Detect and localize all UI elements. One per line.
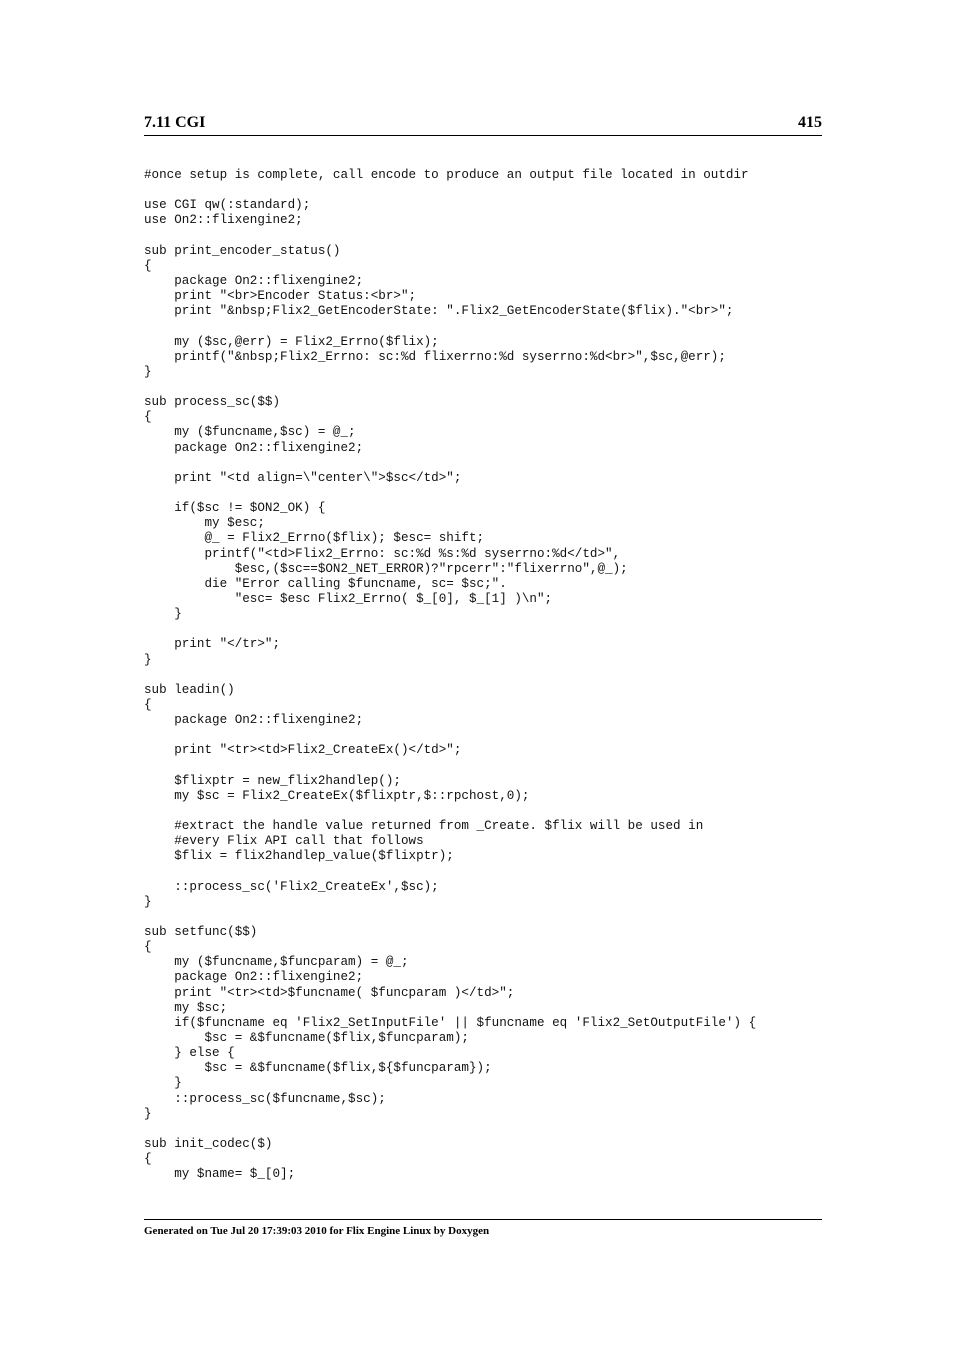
code-line: my $sc; — [144, 1000, 228, 1015]
code-line: print "<td align=\"center\">$sc</td>"; — [144, 470, 462, 485]
code-line — [144, 456, 822, 471]
code-line: package On2::flixengine2; — [144, 713, 364, 728]
code-line: } — [144, 894, 152, 909]
code-line: #every Flix API call that follows — [144, 834, 424, 849]
code-listing — [144, 168, 822, 1182]
code-line: ::process_sc('Flix2_CreateEx',$sc); — [144, 879, 439, 894]
code-line: printf("&nbsp;Flix2_Errno: sc:%d flixerrno:%d syserrno:%d<br>",$sc,@err); — [144, 349, 726, 364]
code-line: my $name= $_[0]; — [144, 1167, 296, 1182]
code-line: my $esc; — [144, 516, 265, 531]
code-line: package On2::flixengine2; — [144, 970, 364, 985]
code-line — [144, 486, 822, 501]
code-line: { — [144, 410, 152, 425]
code-line — [144, 1122, 822, 1137]
code-line — [144, 728, 822, 743]
code-line: sub setfunc($$) — [144, 925, 258, 940]
code-line — [144, 910, 822, 925]
code-line: use CGI qw(:standard); — [144, 198, 311, 213]
code-line: #once setup is complete, call encode to produce an output file located in outdir — [144, 168, 749, 182]
code-line — [144, 668, 822, 683]
code-line — [144, 864, 822, 879]
code-line: $sc = &$funcname($flix,$funcparam); — [144, 1031, 469, 1046]
code-line: #extract the handle value returned from _Create. $flix will be used in — [144, 819, 704, 834]
code-line — [144, 758, 822, 773]
code-line: printf("<td>Flix2_Errno: sc:%d %s:%d syserrno:%d</td>", — [144, 546, 621, 561]
header-divider — [144, 135, 822, 136]
code-line: $flixptr = new_flix2handlep(); — [144, 773, 401, 788]
page-footer: Generated on Tue Jul 20 17:39:03 2010 for Flix Engine Linux by Doxygen — [144, 1225, 490, 1237]
code-line: { — [144, 940, 152, 955]
code-line — [144, 622, 822, 637]
code-line: } — [144, 364, 152, 379]
code-line: } — [144, 1076, 182, 1091]
code-line — [144, 183, 822, 198]
code-line — [144, 229, 822, 244]
page-header — [144, 113, 822, 135]
code-line: print "<tr><td>Flix2_CreateEx()</td>"; — [144, 743, 462, 758]
code-line: sub leadin() — [144, 682, 235, 697]
code-line: @_ = Flix2_Errno($flix); $esc= shift; — [144, 531, 485, 546]
code-line: } — [144, 652, 152, 667]
code-line: print "</tr>"; — [144, 637, 281, 652]
code-line: { — [144, 1152, 152, 1167]
code-line: $flix = flix2handlep_value($flixptr); — [144, 849, 454, 864]
code-line: $sc = &$funcname($flix,${$funcparam}); — [144, 1061, 492, 1076]
code-line: } else { — [144, 1046, 235, 1061]
code-line: sub init_codec($) — [144, 1137, 273, 1151]
code-line: my ($funcname,$sc) = @_; — [144, 425, 356, 440]
code-line: print "<tr><td>$funcname( $funcparam )</td>"; — [144, 985, 515, 1000]
code-line: package On2::flixengine2; — [144, 273, 364, 288]
code-line: $esc,($sc==$ON2_NET_ERROR)?"rpcerr":"flixerrno",@_); — [144, 561, 628, 576]
code-line: sub print_encoder_status() — [144, 243, 341, 258]
code-line: if($sc != $ON2_OK) { — [144, 501, 326, 516]
code-line: print "&nbsp;Flix2_GetEncoderState: ".Flix2_GetEncoderState($flix)."<br>"; — [144, 304, 734, 319]
code-line: my $sc = Flix2_CreateEx($flixptr,$::rpchost,0); — [144, 788, 530, 803]
code-line: } — [144, 607, 182, 622]
code-line: package On2::flixengine2; — [144, 440, 364, 455]
page-number: 415 — [798, 114, 822, 131]
code-line: my ($funcname,$funcparam) = @_; — [144, 955, 409, 970]
section-title: 7.11 CGI — [144, 114, 206, 131]
code-line: use On2::flixengine2; — [144, 213, 303, 228]
code-line: if($funcname eq 'Flix2_SetInputFile' || $funcname eq 'Flix2_SetOutputFile') { — [144, 1015, 757, 1030]
code-line — [144, 804, 822, 819]
code-line: ::process_sc($funcname,$sc); — [144, 1091, 386, 1106]
code-line: { — [144, 258, 152, 273]
code-line: { — [144, 697, 152, 712]
code-line — [144, 380, 822, 395]
code-line: sub process_sc($$) — [144, 395, 281, 410]
code-line: die "Error calling $funcname, sc= $sc;". — [144, 576, 507, 591]
code-line: } — [144, 1106, 152, 1121]
code-line: my ($sc,@err) = Flix2_Errno($flix); — [144, 334, 439, 349]
code-line: "esc= $esc Flix2_Errno( $_[0], $_[1] )\n"; — [144, 591, 553, 606]
footer-divider — [144, 1219, 822, 1220]
code-line — [144, 319, 822, 334]
code-line: print "<br>Encoder Status:<br>"; — [144, 289, 417, 304]
